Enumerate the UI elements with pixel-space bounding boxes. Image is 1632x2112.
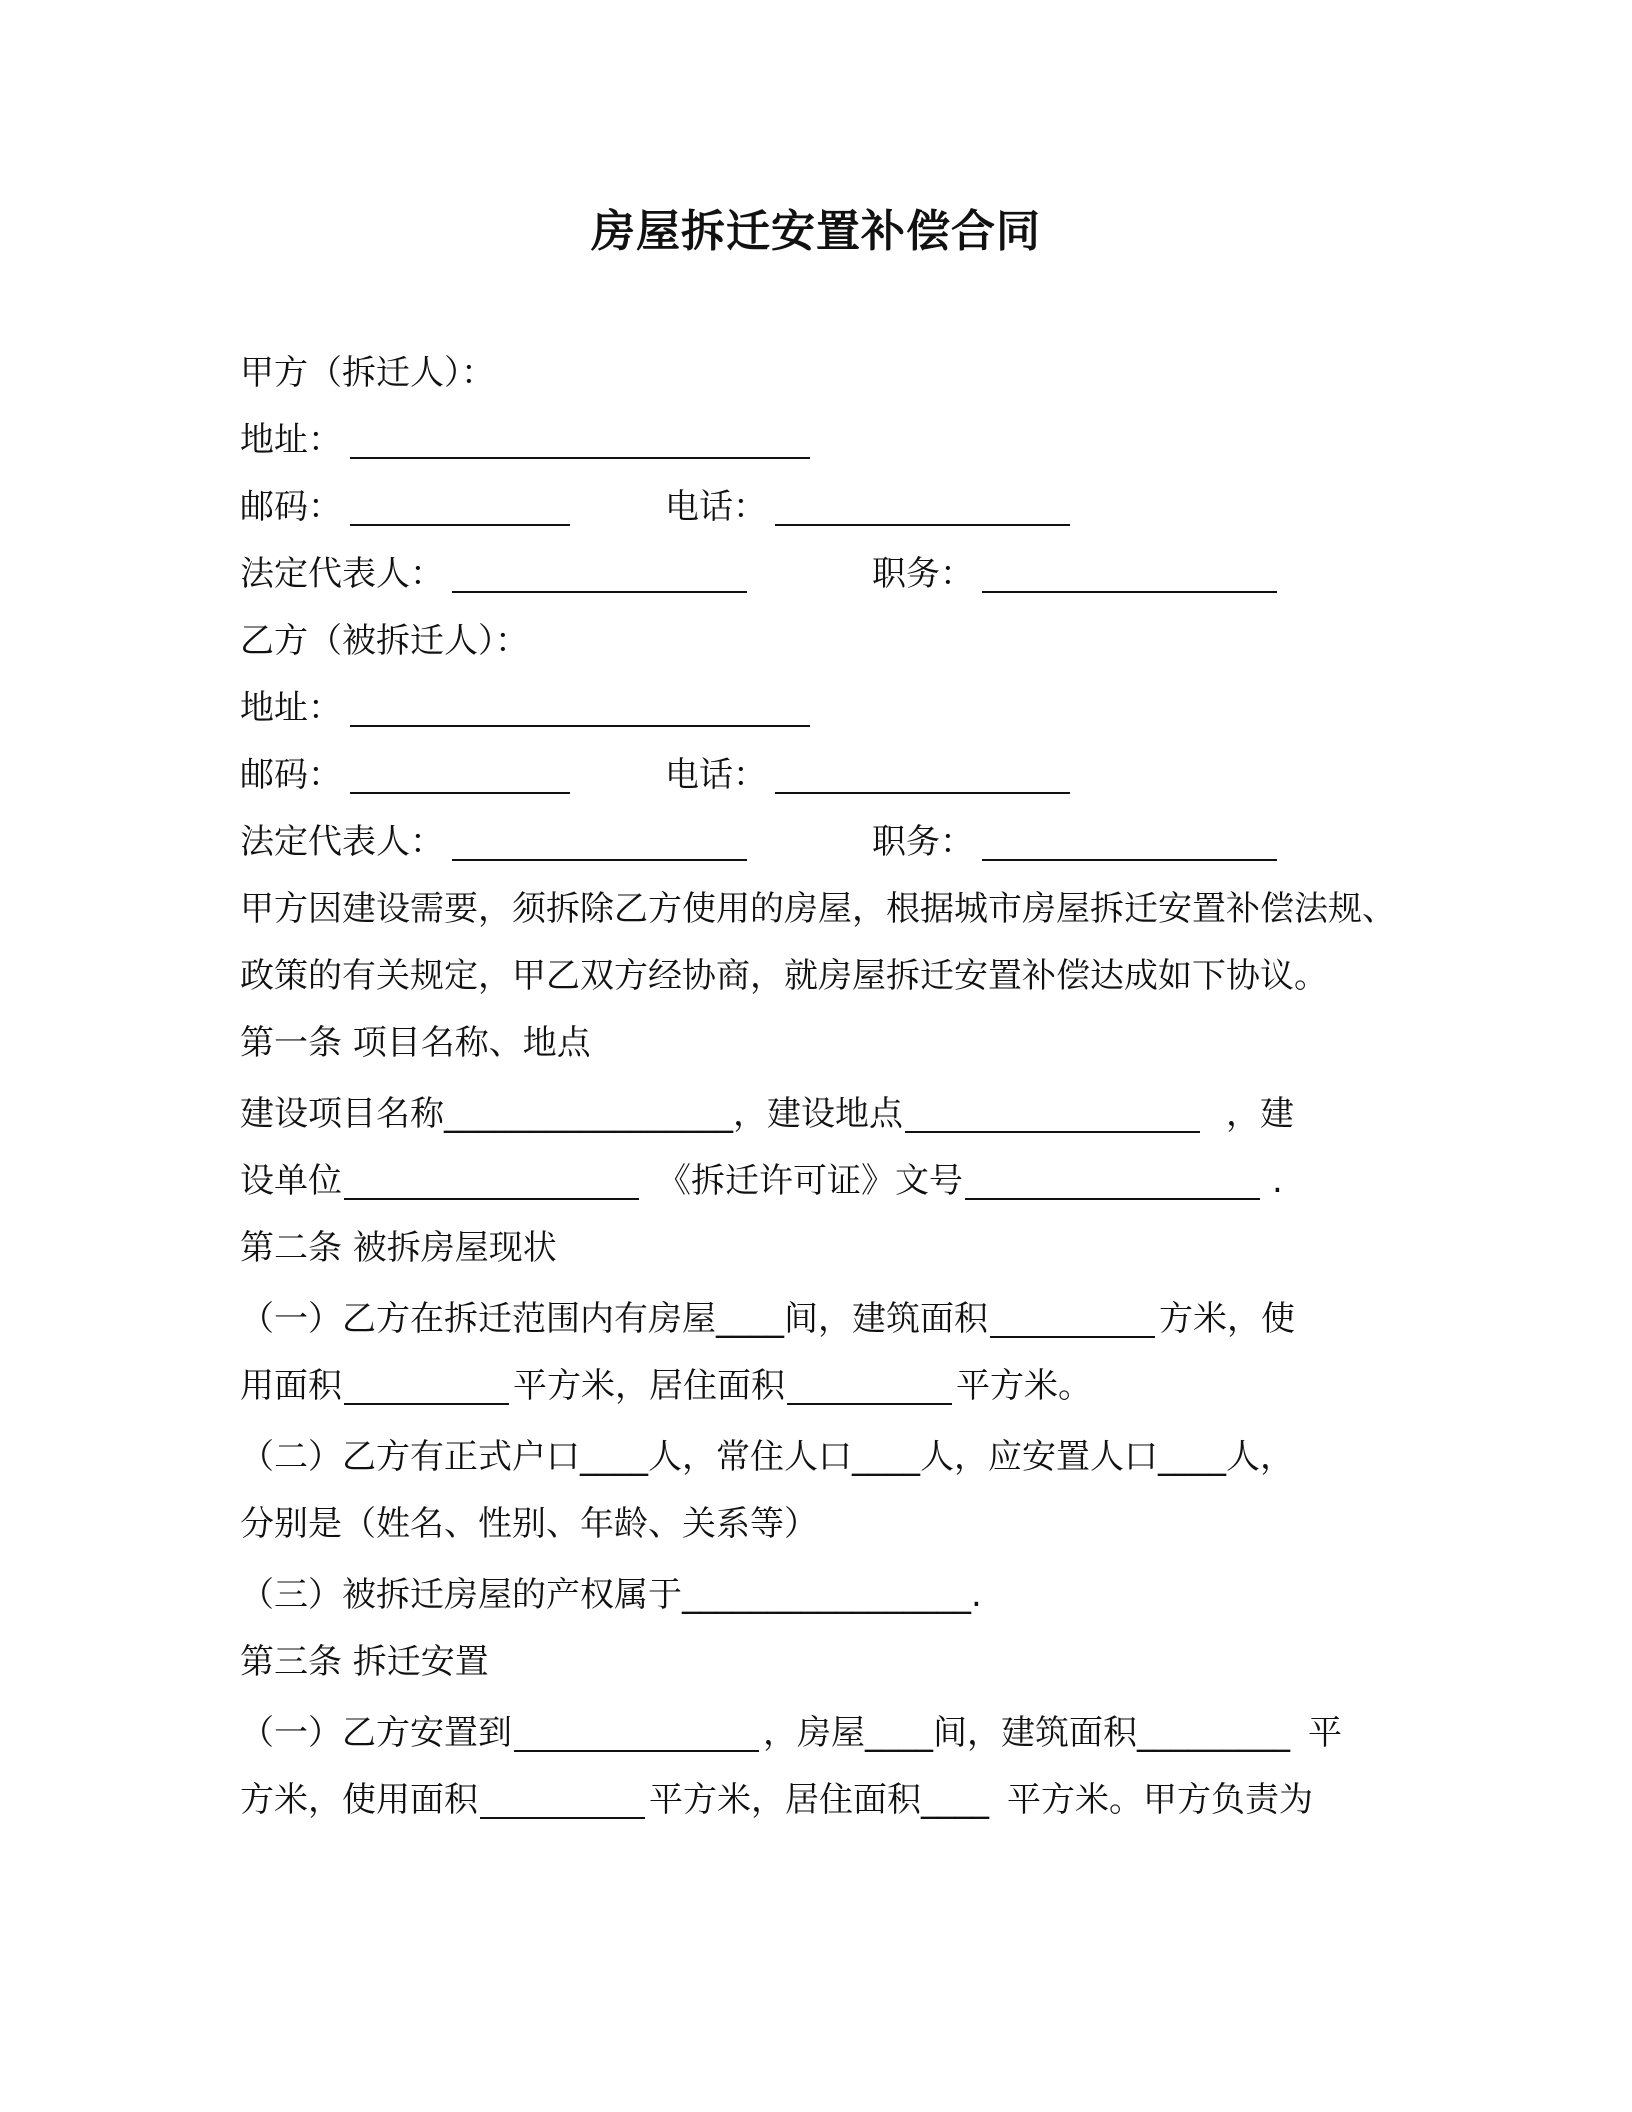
builder-label-part-2: 设单位 — [240, 1161, 342, 1201]
house-rooms-label: （一）乙方在拆迁范围内有房屋 — [240, 1299, 716, 1339]
party-a-postcode-field[interactable] — [350, 486, 570, 526]
article-2-item-1-line-2 — [240, 1353, 1400, 1420]
page-title: 房屋拆迁安置补偿合同 — [591, 206, 1041, 257]
resettle-people-label: 人，应安置人口 — [920, 1437, 1158, 1477]
party-a-address-label: 地址： — [240, 420, 342, 460]
new-build-area-label: 间，建筑面积 — [933, 1713, 1137, 1753]
party-b-postcode-field[interactable] — [350, 754, 570, 794]
party-b-address-row — [240, 675, 1400, 742]
party-a-rep-label: 法定代表人： — [240, 554, 444, 594]
build-area-field[interactable] — [990, 1298, 1155, 1338]
article-2-item-2-line-1 — [240, 1424, 1400, 1491]
party-b-rep-row — [240, 809, 1400, 876]
usable-area-label: 用面积 — [240, 1366, 342, 1406]
article-2-heading: 第二条 被拆房屋现状 — [240, 1228, 557, 1268]
permit-number-label: 《拆迁许可证》文号 — [657, 1161, 963, 1201]
registered-people-label: （二）乙方有正式户口 — [240, 1437, 580, 1477]
article-1-line-2 — [240, 1148, 1400, 1215]
usable-area-field[interactable] — [344, 1365, 509, 1405]
party-a-address-row — [240, 407, 1400, 474]
party-b-rep-field[interactable] — [452, 821, 747, 861]
party-a-phone-label: 电话： — [665, 487, 767, 527]
party-a-postcode-row — [240, 474, 1400, 541]
builder-field[interactable] — [344, 1160, 639, 1200]
new-living-area-field[interactable]: ____ — [921, 1780, 989, 1820]
party-a-position-label: 职务： — [872, 554, 974, 594]
article-1-line-1 — [240, 1081, 1400, 1148]
party-b-postcode-row — [240, 742, 1400, 809]
resettle-place-field[interactable] — [514, 1712, 759, 1752]
ownership-label: （三）被拆迁房屋的产权属于 — [240, 1575, 682, 1615]
party-a-postcode-label: 邮码： — [240, 487, 342, 527]
party-b-rep-label: 法定代表人： — [240, 822, 444, 862]
resettle-people-field[interactable]: ____ — [1158, 1437, 1226, 1477]
party-b-address-label: 地址： — [240, 688, 342, 728]
project-name-field[interactable]: _________________ — [444, 1094, 733, 1134]
project-name-label: 建设项目名称 — [240, 1094, 444, 1134]
party-b-position-field[interactable] — [982, 821, 1277, 861]
site-field[interactable] — [905, 1093, 1200, 1133]
party-a-position-field[interactable] — [982, 553, 1277, 593]
article-2-item-2-line-2: 分别是（姓名、性别、年龄、关系等） — [240, 1504, 818, 1544]
party-a-address-field[interactable] — [350, 419, 810, 459]
article-3-item-1-line-1 — [240, 1700, 1400, 1767]
resettle-place-label: （一）乙方安置到 — [240, 1713, 512, 1753]
party-a-rep-row — [240, 541, 1400, 608]
new-usable-area-field[interactable] — [480, 1779, 645, 1819]
ownership-field[interactable]: _________________ — [682, 1575, 971, 1615]
party-b-address-field[interactable] — [350, 687, 810, 727]
article-3-item-1-line-2 — [240, 1767, 1400, 1834]
new-house-rooms-field[interactable]: ____ — [865, 1713, 933, 1753]
party-b-position-label: 职务： — [872, 822, 974, 862]
party-b-heading: 乙方（被拆迁人）： — [240, 621, 529, 661]
party-b-phone-field[interactable] — [775, 754, 1070, 794]
living-area-label: 平方米，居住面积 — [513, 1366, 785, 1406]
article-1-end-mark: . — [1272, 1161, 1283, 1201]
party-a-phone-field[interactable] — [775, 486, 1070, 526]
living-area-unit: 平方米。 — [956, 1366, 1092, 1406]
article-2-item-3 — [240, 1562, 1400, 1629]
permit-number-field[interactable] — [965, 1160, 1260, 1200]
party-b-phone-label: 电话： — [665, 755, 767, 795]
house-rooms-field[interactable]: ____ — [716, 1299, 784, 1339]
party-b-postcode-label: 邮码： — [240, 755, 342, 795]
new-living-area-label: 平方米，居住面积 — [649, 1780, 921, 1820]
party-a-heading: 甲方（拆迁人）： — [240, 353, 495, 393]
build-area-label: 间，建筑面积 — [784, 1299, 988, 1339]
new-house-rooms-label: ，房屋 — [763, 1713, 865, 1753]
article-3-heading: 第三条 拆迁安置 — [240, 1642, 489, 1682]
article-2-item-1-line-1 — [240, 1286, 1400, 1353]
party-a-rep-field[interactable] — [452, 553, 747, 593]
living-area-field[interactable] — [787, 1365, 952, 1405]
resident-people-label: 人，常住人口 — [648, 1437, 852, 1477]
registered-people-field[interactable]: ____ — [580, 1437, 648, 1477]
article-1-heading: 第一条 项目名称、地点 — [240, 1023, 591, 1063]
resident-people-field[interactable]: ____ — [852, 1437, 920, 1477]
resettle-people-unit: 人， — [1226, 1437, 1294, 1477]
build-area-unit: 方米，使 — [1159, 1299, 1295, 1339]
new-build-area-unit-part-1: 平 — [1308, 1713, 1342, 1753]
builder-label-part-1: ，建 — [1226, 1094, 1294, 1134]
site-label: ，建设地点 — [733, 1094, 903, 1134]
new-living-area-unit: 平方米。甲方负责为 — [1007, 1780, 1313, 1820]
new-usable-area-label: 方米，使用面积 — [240, 1780, 478, 1820]
preamble-paragraph: 甲方因建设需要，须拆除乙方使用的房屋，根据城市房屋拆迁安置补偿法规、政策的有关规定，甲乙双方经协商，就房屋拆迁安置补偿达成如下协议。 — [240, 889, 1396, 996]
new-build-area-field[interactable]: _________ — [1137, 1713, 1290, 1753]
ownership-end-mark: . — [971, 1575, 982, 1615]
contract-body — [240, 340, 1400, 1834]
